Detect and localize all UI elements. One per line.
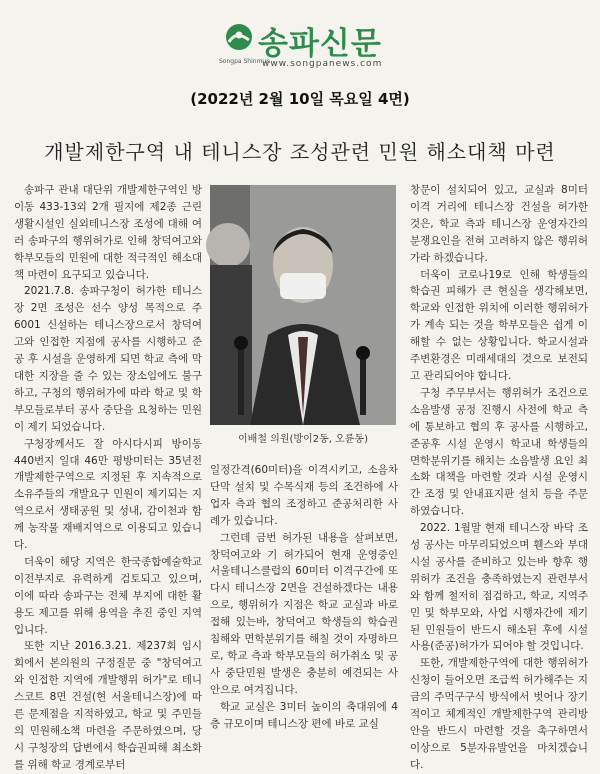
paragraph: 또한 지난 2016.3.21. 제237회 임시회에서 본의원의 구정질문 중 "창덕여고와 인접한 지역에 개발행위 허가"로 테니스코트 8면 건설(현 서울테니스장)에 따른 문제점을 지적하였고, 학교 및 주민들의 민원해소책 마련을 주문하였으며, 당시 구청장의 답변에서 학습권피해 최소화를 위해 학교 경계로부터 xyxy=(14,640,202,771)
songpa-logo-icon xyxy=(224,22,254,52)
masthead xyxy=(0,18,600,72)
paragraph: 구청 주무부서는 행위허가 조건으로 소음발생 공정 진행시 사전에 학교 측에 통보하고 협의 후 공사를 시행하고, 준공후 시설 운영시 학교내 학생들의 면학분위기를 해치는 소음발생 요인 최소화 대책을 마련할 것과 시설 운영시간 조정 및 안내표지판 설치 등을 주문하였습니다. xyxy=(410,386,588,518)
paragraph: 2021.7.8. 송파구청이 허가한 테니스장 2면 조성은 선수 양성 목적으로 주6001 신설하는 테니스장으로서 창덕여고와 인접한 지점에 공사를 시행하고 준공 후 시설을 운영하게 되면 학교 측에 막대한 지장을 줄 수 있는 장소임에도 불구하고, 구청의 행위허가에 따라 학교 및 학부모들로부터 공사 중단을 요청하는 민원이 제기 되었습니다. xyxy=(14,285,202,433)
paragraph: 송파구 관내 대단위 개발제한구역인 방이동 433-13외 2개 필지에 제2종 근린생활시설인 실외테니스장 조성에 대해 여러 송파구의 행위허가로 인해 창덕여고와 학부모들의 민원에 대한 적극적인 해소대책 마련이 요구되고 있습니다. xyxy=(14,184,202,281)
paragraph: 구청장께서도 잘 아시다시피 방이동 440번지 일대 46만 평방미터는 35년전 개발제한구역으로 지정된 후 지속적으로 소유주들의 개발요구 민원이 제기되는 지역으로서 생태공원 및 성내, 감이천과 함께 농작물 재배지역으로 이용되고 있습니다. xyxy=(14,437,202,552)
photo-caption: 이배철 의원(방이2동, 오륜동) xyxy=(238,434,368,445)
paragraph: 창문이 설치되어 있고, 교실과 8미터 이격 거리에 테니스장 건설을 허가한 것은, 학교 측과 테니스장 운영자간의 분쟁요인을 전혀 고려하지 않은 행위허가라 하겠습니다. xyxy=(410,184,588,264)
newspaper-logo-text: 송파신문 xyxy=(258,26,382,62)
portrait-image xyxy=(210,185,396,425)
paragraph: 학교 교실은 3미터 높이의 축대위에 4층 규모이며 테니스장 편에 바로 교실 xyxy=(210,700,398,730)
article-column-middle xyxy=(210,462,398,732)
article-column-left xyxy=(14,182,202,771)
paragraph: 또한, 개발제한구역에 대한 행위허가 신청이 들어오면 조급씩 허가해주는 지금의 주먹구구식 방식에서 벗어나 장기적이고 체계적인 개발제한구역 관리방안을 반드시 마련할 것을 촉구하면서 이상으로 5분자유발언을 마치겠습니다. xyxy=(410,657,588,771)
paragraph: 일정간격(60미터)을 이격시키고, 소음차단막 설치 및 수목식재 등의 조건하에 사업자 측과 협의 조정하고 준공처리한 사례가 있습니다. xyxy=(210,464,398,527)
publication-date: (2022년 2월 10일 목요일 4면) xyxy=(190,90,410,108)
paragraph: 그런데 금번 허가된 내용을 살펴보면, 창덕여고와 기 허가되어 현재 운영중인 서울테니스클럽의 60미터 이격구간에 또다시 테니스장 2면을 건설하겠다는 내용으로, 행위허가 지점은 학교 교실과 바로 접해 있는바, 창덕여고 학생들의 학습권 침해와 면학분위기를 해칠 것이 자명하므로, 학교 측과 학부모들의 허가취소 및 공사 중단민원 발생은 충분히 예견되는 사안으로 여겨집니다. xyxy=(210,531,398,696)
logo-caption: Songpa Shinmun xyxy=(219,58,271,65)
newspaper-url: www.songpanews.com xyxy=(262,59,383,69)
paragraph: 더욱이 해당 지역은 한국종합예술학교 이전부지로 유력하게 검토되고 있으며, 이에 따라 송파구는 전체 부지에 대한 활용도 제고를 위해 용역을 추진 중인 지역입니다. xyxy=(14,555,202,636)
article-headline: 개발제한구역 내 테니스장 조성관련 민원 해소대책 마련 xyxy=(44,140,556,164)
paragraph: 2022. 1월말 현재 테니스장 바닥 조성 공사는 마무리되었으며 휀스와 부대시설 공사를 준비하고 있는바 향후 행위허가 조건을 충족하였는지 관련부서와 함께 철저히 점검하고, 학교, 지역주민 및 학부모와, 사업 시행자간에 제기된 민원들이 반드시 해소된 후에 시설사용(준공)허가가 되어야 할 것입니다. xyxy=(410,522,588,653)
article-column-right xyxy=(410,182,588,771)
paragraph: 더욱이 코로나19로 인해 학생들의 학습권 피해가 큰 현실을 생각해보면, 학교와 인접한 위치에 이러한 행위허가가 계속 되는 것을 학부모들은 쉽게 이해할 수 없는 상황입니다. 학교시설과 주변환경은 미래세대의 것으로 보전되고 관리되어야 합니다. xyxy=(410,268,588,382)
councilor-photo xyxy=(210,185,396,425)
